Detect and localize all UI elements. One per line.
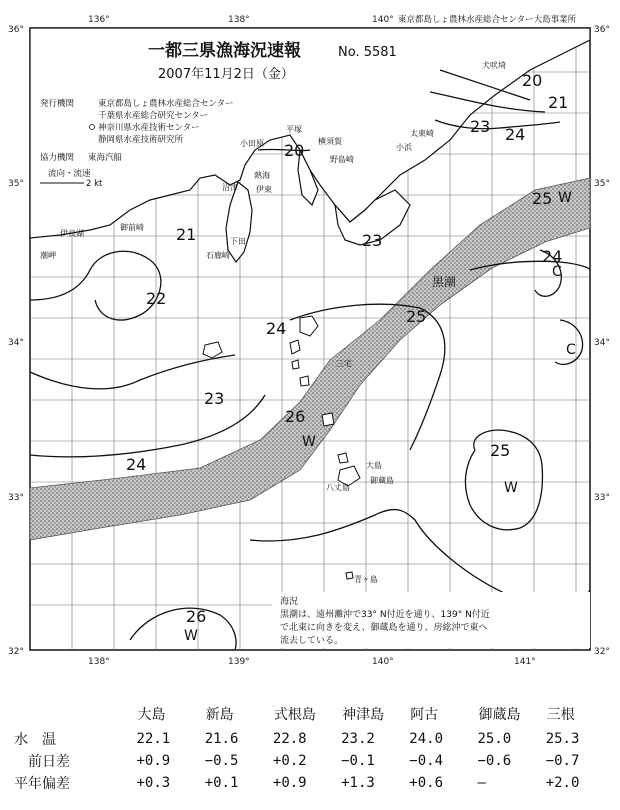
place-label: 小田原 bbox=[240, 139, 264, 148]
place-label: 平塚 bbox=[286, 125, 302, 134]
lon-label: 139° bbox=[228, 657, 250, 667]
table-cell: +0.2 bbox=[272, 753, 307, 769]
lat-label: 36° bbox=[8, 25, 24, 35]
place-label: 御前崎 bbox=[120, 223, 144, 232]
table-cell: 22.8 bbox=[272, 731, 307, 747]
lon-label: 140° bbox=[372, 657, 394, 667]
station-header: 大島 bbox=[137, 707, 166, 723]
isotherm-label: 21 bbox=[548, 93, 569, 112]
situation-text: 流去している。 bbox=[280, 636, 344, 646]
agency-item: 神奈川県水産技術センター bbox=[98, 123, 200, 133]
isotherm-label: 24 bbox=[266, 319, 287, 338]
station-header: 新島 bbox=[205, 707, 234, 723]
legend-label: 流向・流速 bbox=[48, 169, 91, 179]
table-cell: −0.7 bbox=[545, 753, 580, 769]
warm-eddy-marker: W bbox=[558, 190, 572, 206]
source-caption: 東京都島しょ農林水産総合センター大島事業所 bbox=[398, 15, 577, 25]
lon-label: 138° bbox=[88, 657, 110, 667]
table-cell: −0.6 bbox=[477, 753, 512, 769]
coop-heading: 協力機関 bbox=[40, 153, 75, 163]
situation-text: 黒潮は、遠州灘沖で33° N付近を通り、139° N付近 bbox=[280, 610, 490, 620]
row-label: 平年偏差 bbox=[14, 776, 70, 792]
legend-speed: 2 kt bbox=[86, 179, 103, 189]
lon-label: 141° bbox=[514, 657, 536, 667]
station-header: 式根島 bbox=[273, 707, 316, 723]
lat-label: 32° bbox=[594, 647, 610, 657]
table-cell: −0.5 bbox=[204, 753, 239, 769]
bulletin-title: 一都三県漁海況速報 bbox=[148, 41, 301, 61]
table-cell: +0.1 bbox=[204, 775, 239, 791]
lon-label: 140° bbox=[372, 15, 394, 25]
isotherm-label: 25 bbox=[532, 189, 553, 208]
lat-label: 35° bbox=[594, 179, 610, 189]
place-label: 犬吠埼 bbox=[482, 61, 506, 70]
table-cell: 25.0 bbox=[477, 731, 512, 747]
table-cell: +0.6 bbox=[409, 775, 444, 791]
place-label: 八丈島 bbox=[326, 483, 350, 492]
isotherm-label: 26 bbox=[285, 407, 306, 426]
agency-item: 千葉県水産総合研究センター bbox=[98, 111, 209, 121]
table-cell: 23.2 bbox=[341, 731, 375, 747]
isotherm-label: 23 bbox=[362, 231, 383, 250]
kuroshio-label: 黒潮 bbox=[432, 275, 457, 289]
table-cell: 22.1 bbox=[136, 731, 171, 747]
warm-eddy-marker: W bbox=[184, 628, 198, 644]
place-label: 横須賀 bbox=[318, 137, 342, 146]
sst-table bbox=[14, 700, 614, 805]
isotherm-label: 26 bbox=[186, 607, 207, 626]
coop-agency: 東海汽船 bbox=[88, 153, 123, 163]
table-cell: 24.0 bbox=[409, 731, 444, 747]
lat-label: 33° bbox=[594, 493, 610, 503]
isotherm-label: 24 bbox=[126, 455, 147, 474]
place-label: 青ヶ島 bbox=[354, 575, 378, 584]
isotherm-label: 22 bbox=[146, 289, 167, 308]
station-header: 三根 bbox=[546, 707, 575, 723]
place-label: 伊東 bbox=[256, 185, 272, 194]
table-cell: −0.4 bbox=[409, 753, 444, 769]
isotherm-label: 24 bbox=[505, 125, 526, 144]
station-header: 御蔵島 bbox=[478, 707, 521, 723]
lat-label: 33° bbox=[8, 493, 24, 503]
table-header-row bbox=[14, 700, 614, 728]
place-label: 下田 bbox=[230, 237, 246, 246]
isotherm-label: 25 bbox=[406, 307, 427, 326]
cold-eddy-marker: C bbox=[566, 342, 576, 358]
place-label: 大島 bbox=[366, 461, 382, 470]
place-label: 石廊崎 bbox=[206, 251, 230, 260]
table-row bbox=[14, 750, 614, 772]
isotherm-label: 20 bbox=[284, 141, 305, 160]
agency-item: 静岡県水産技術研究所 bbox=[98, 135, 184, 145]
bulletin-number: No. 5581 bbox=[338, 45, 397, 60]
lat-label: 34° bbox=[594, 338, 610, 348]
place-label: 三宅 bbox=[336, 359, 352, 368]
table-cell: +2.0 bbox=[545, 775, 580, 791]
station-header: 神津島 bbox=[342, 707, 385, 723]
isotherm-label: 20 bbox=[522, 71, 543, 90]
isotherm-label: 25 bbox=[490, 441, 511, 460]
lon-label: 136° bbox=[88, 15, 110, 25]
table-row bbox=[14, 728, 614, 750]
table-cell: — bbox=[477, 775, 486, 791]
place-label: 沼津 bbox=[222, 183, 238, 192]
table-row bbox=[14, 772, 614, 794]
agency-marker bbox=[90, 125, 95, 130]
place-label: 太東崎 bbox=[410, 129, 434, 138]
warm-eddy-marker: W bbox=[302, 434, 316, 450]
place-label: 野島崎 bbox=[330, 155, 354, 164]
isotherm-label: 23 bbox=[204, 389, 225, 408]
row-label: 前日差 bbox=[28, 754, 70, 770]
isotherm-label: 24 bbox=[542, 247, 563, 266]
situation-text: で北東に向きを変え、御蔵島を通り、房総沖で東へ bbox=[280, 623, 488, 633]
lon-label: 138° bbox=[228, 15, 250, 25]
table-cell: 25.3 bbox=[545, 731, 580, 747]
isotherm-label: 21 bbox=[176, 225, 197, 244]
lat-label: 32° bbox=[8, 647, 24, 657]
place-label: 伊良湖 bbox=[60, 229, 84, 238]
agency-heading: 発行機関 bbox=[40, 99, 75, 109]
place-label: 潮岬 bbox=[40, 251, 56, 260]
table-cell: 21.6 bbox=[204, 731, 239, 747]
table-cell: −0.1 bbox=[341, 753, 375, 769]
lat-label: 35° bbox=[8, 179, 24, 189]
bulletin-date: 2007年11月2日（金） bbox=[158, 67, 294, 82]
table-cell: +1.3 bbox=[341, 775, 375, 791]
table-cell: +0.3 bbox=[136, 775, 171, 791]
warm-eddy-marker: W bbox=[504, 480, 518, 496]
station-header: 阿古 bbox=[410, 707, 439, 723]
lat-label: 36° bbox=[594, 25, 610, 35]
agency-item: 東京都島しょ農林水産総合センター bbox=[98, 99, 234, 109]
place-label: 熱海 bbox=[254, 171, 270, 180]
table-cell: +0.9 bbox=[136, 753, 171, 769]
cold-eddy-marker: C bbox=[552, 264, 562, 280]
situation-heading: 海況 bbox=[280, 597, 299, 607]
place-label: 御蔵島 bbox=[370, 476, 394, 485]
lat-label: 34° bbox=[8, 338, 24, 348]
isotherm-label: 23 bbox=[470, 117, 491, 136]
row-label: 水 温 bbox=[14, 732, 56, 748]
table-cell: +0.9 bbox=[272, 775, 307, 791]
place-label: 小浜 bbox=[396, 143, 412, 152]
